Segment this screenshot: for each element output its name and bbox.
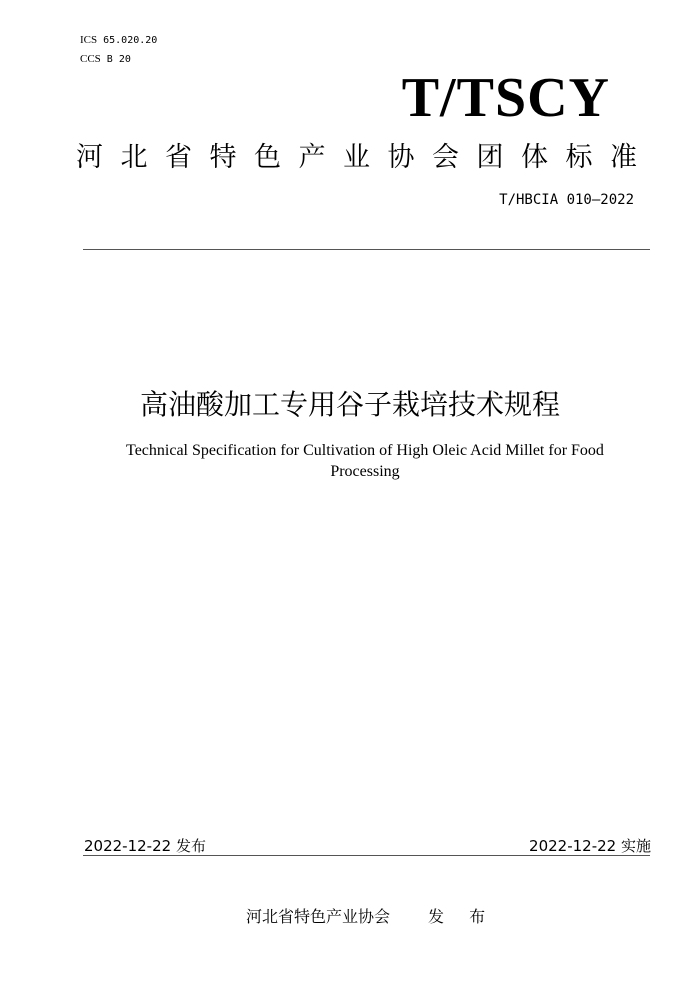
standard-number: T/HBCIA 010—2022 [499,192,634,208]
ccs-code [80,53,131,65]
top-divider [83,249,650,250]
bottom-divider [83,855,650,856]
document-title-en: Technical Specification for Cultivation of High Oleic Acid Millet for Food Processing [126,442,604,480]
publish-label: 发 布 [428,907,496,926]
ics-value: 65.020.20 [103,35,158,46]
standard-logo: T/TSCY [401,67,610,129]
ccs-label: CCS [80,53,101,65]
issue-date: 2022-12-22 发布 [84,837,206,855]
implementation-date: 2022-12-22 实施 [529,837,651,855]
publisher-name: 河北省特色产业协会 [246,907,391,926]
document-title-cn: 高油酸加工专用谷子栽培技术规程 [139,388,560,421]
ics-code [80,34,157,46]
ics-label: ICS [80,34,98,46]
ccs-value: B 20 [106,54,131,65]
organization-standard-title: 河北省特色产业协会团体标准 [76,142,655,173]
